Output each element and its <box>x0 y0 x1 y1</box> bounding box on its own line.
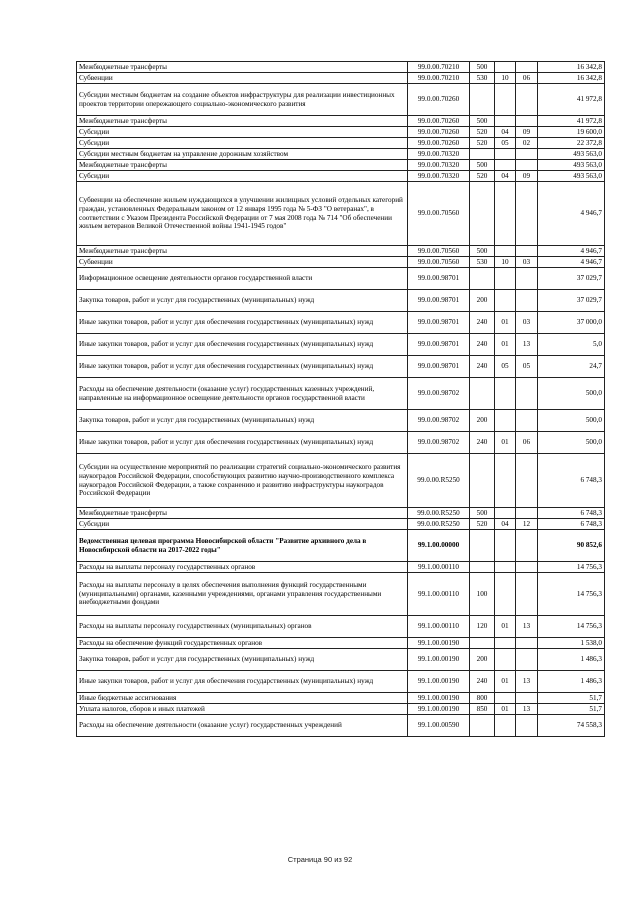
target-article-cell: 99.0.00.70560 <box>408 257 470 268</box>
amount-cell: 6 748,3 <box>538 454 605 508</box>
amount-cell: 19 600,0 <box>538 127 605 138</box>
subsection-cell <box>516 116 538 127</box>
subsection-cell <box>516 573 538 616</box>
expense-name-cell: Расходы на обеспечение деятельности (оказание услуг) государственных учреждений <box>77 715 408 737</box>
table-row <box>77 508 605 519</box>
amount-cell: 4 946,7 <box>538 182 605 246</box>
expense-type-cell: 240 <box>470 432 495 454</box>
subsection-cell: 03 <box>516 312 538 334</box>
section-cell <box>495 149 516 160</box>
section-cell <box>495 715 516 737</box>
page-number: Страница 90 из 92 <box>287 855 353 864</box>
subsection-cell <box>516 410 538 432</box>
section-cell <box>495 508 516 519</box>
table-row <box>77 149 605 160</box>
expense-type-cell <box>470 149 495 160</box>
amount-cell: 14 756,3 <box>538 573 605 616</box>
section-cell: 04 <box>495 519 516 530</box>
target-article-cell: 99.0.00.98701 <box>408 334 470 356</box>
target-article-cell: 99.0.00.70260 <box>408 127 470 138</box>
target-article-cell: 99.0.00.70560 <box>408 246 470 257</box>
section-cell <box>495 693 516 704</box>
subsection-cell <box>516 638 538 649</box>
subsection-cell <box>516 182 538 246</box>
expense-name-cell: Ведомственная целевая программа Новосибирской области "Развитие архивного дела в Новосибирской области на 2017-2022 годы" <box>77 530 408 562</box>
subsection-cell: 13 <box>516 671 538 693</box>
subsection-cell <box>516 508 538 519</box>
expense-name-cell: Субсидии местным бюджетам на управление дорожным хозяйством <box>77 149 408 160</box>
expense-name-cell: Субвенции <box>77 73 408 84</box>
table-row <box>77 671 605 693</box>
subsection-cell: 12 <box>516 519 538 530</box>
table-row <box>77 693 605 704</box>
section-cell: 01 <box>495 432 516 454</box>
amount-cell: 500,0 <box>538 432 605 454</box>
amount-cell: 41 972,8 <box>538 84 605 116</box>
expense-type-cell: 520 <box>470 127 495 138</box>
section-cell <box>495 562 516 573</box>
expense-type-cell: 200 <box>470 410 495 432</box>
section-cell: 01 <box>495 671 516 693</box>
expense-name-cell: Субвенции <box>77 257 408 268</box>
target-article-cell: 99.0.00.98701 <box>408 312 470 334</box>
table-row <box>77 116 605 127</box>
section-cell <box>495 290 516 312</box>
table-row <box>77 171 605 182</box>
amount-cell: 14 756,3 <box>538 616 605 638</box>
expense-name-cell: Субсидии местным бюджетам на создание объектов инфраструктуры для реализации инвестиционных проектов территории опережающего социально-экономического развития <box>77 84 408 116</box>
section-cell <box>495 160 516 171</box>
section-cell <box>495 530 516 562</box>
section-cell <box>495 454 516 508</box>
table-row <box>77 182 605 246</box>
section-cell: 01 <box>495 334 516 356</box>
amount-cell: 74 558,3 <box>538 715 605 737</box>
target-article-cell: 99.0.00.70320 <box>408 160 470 171</box>
target-article-cell: 99.1.00.00110 <box>408 573 470 616</box>
subsection-cell <box>516 149 538 160</box>
table-row <box>77 638 605 649</box>
amount-cell: 500,0 <box>538 410 605 432</box>
expense-name-cell: Межбюджетные трансферты <box>77 116 408 127</box>
table-row <box>77 312 605 334</box>
subsection-cell <box>516 268 538 290</box>
table-row <box>77 454 605 508</box>
expense-type-cell: 530 <box>470 73 495 84</box>
subsection-cell: 06 <box>516 73 538 84</box>
section-cell <box>495 84 516 116</box>
table-row <box>77 410 605 432</box>
table-row <box>77 573 605 616</box>
target-article-cell: 99.1.00.00190 <box>408 638 470 649</box>
expense-name-cell: Иные закупки товаров, работ и услуг для обеспечения государственных (муниципальных) нужд <box>77 671 408 693</box>
subsection-cell: 05 <box>516 356 538 378</box>
amount-cell: 1 486,3 <box>538 671 605 693</box>
amount-cell: 16 342,8 <box>538 62 605 73</box>
amount-cell: 5,0 <box>538 334 605 356</box>
table-row <box>77 257 605 268</box>
table-row <box>77 334 605 356</box>
table-row <box>77 432 605 454</box>
subsection-cell <box>516 84 538 116</box>
section-cell <box>495 573 516 616</box>
target-article-cell: 99.1.00.00110 <box>408 616 470 638</box>
expense-type-cell <box>470 454 495 508</box>
expense-name-cell: Субсидии <box>77 138 408 149</box>
amount-cell: 500,0 <box>538 378 605 410</box>
subsection-cell <box>516 454 538 508</box>
table-row <box>77 268 605 290</box>
section-cell <box>495 62 516 73</box>
expense-type-cell: 120 <box>470 616 495 638</box>
amount-cell: 16 342,8 <box>538 73 605 84</box>
expense-type-cell: 240 <box>470 356 495 378</box>
amount-cell: 37 029,7 <box>538 268 605 290</box>
section-cell: 10 <box>495 73 516 84</box>
expense-name-cell: Межбюджетные трансферты <box>77 62 408 73</box>
section-cell <box>495 116 516 127</box>
section-cell <box>495 246 516 257</box>
target-article-cell: 99.0.00.98701 <box>408 290 470 312</box>
target-article-cell: 99.0.00.98701 <box>408 268 470 290</box>
section-cell <box>495 182 516 246</box>
section-cell <box>495 638 516 649</box>
amount-cell: 493 563,0 <box>538 160 605 171</box>
subsection-cell <box>516 693 538 704</box>
expense-type-cell <box>470 638 495 649</box>
table-row <box>77 160 605 171</box>
amount-cell: 51,7 <box>538 704 605 715</box>
target-article-cell: 99.0.00.70320 <box>408 149 470 160</box>
target-article-cell: 99.0.00.70260 <box>408 116 470 127</box>
target-article-cell: 99.0.00.98702 <box>408 378 470 410</box>
expense-type-cell: 850 <box>470 704 495 715</box>
amount-cell: 24,7 <box>538 356 605 378</box>
expense-type-cell: 520 <box>470 138 495 149</box>
section-cell: 04 <box>495 171 516 182</box>
target-article-cell: 99.0.00.70210 <box>408 73 470 84</box>
subsection-cell: 13 <box>516 704 538 715</box>
amount-cell: 90 852,6 <box>538 530 605 562</box>
target-article-cell: 99.0.00.98701 <box>408 356 470 378</box>
expense-type-cell: 500 <box>470 62 495 73</box>
amount-cell: 37 029,7 <box>538 290 605 312</box>
section-cell: 01 <box>495 312 516 334</box>
target-article-cell: 99.0.00.R5250 <box>408 519 470 530</box>
expense-name-cell: Уплата налогов, сборов и иных платежей <box>77 704 408 715</box>
expense-name-cell: Закупка товаров, работ и услуг для государственных (муниципальных) нужд <box>77 410 408 432</box>
table-row <box>77 715 605 737</box>
expense-name-cell: Иные закупки товаров, работ и услуг для обеспечения государственных (муниципальных) нужд <box>77 356 408 378</box>
amount-cell: 6 748,3 <box>538 519 605 530</box>
amount-cell: 493 563,0 <box>538 149 605 160</box>
target-article-cell: 99.0.00.R5250 <box>408 454 470 508</box>
expense-type-cell <box>470 530 495 562</box>
section-cell: 01 <box>495 616 516 638</box>
subsection-cell: 13 <box>516 616 538 638</box>
amount-cell: 493 563,0 <box>538 171 605 182</box>
budget-table <box>76 61 605 737</box>
expense-type-cell <box>470 182 495 246</box>
table-row <box>77 649 605 671</box>
expense-name-cell: Иные закупки товаров, работ и услуг для обеспечения государственных (муниципальных) нужд <box>77 312 408 334</box>
expense-type-cell <box>470 562 495 573</box>
section-cell <box>495 268 516 290</box>
expense-name-cell: Иные закупки товаров, работ и услуг для обеспечения государственных (муниципальных) нужд <box>77 432 408 454</box>
table-row <box>77 73 605 84</box>
section-cell: 01 <box>495 704 516 715</box>
expense-name-cell: Расходы на обеспечение деятельности (оказание услуг) государственных казенных учреждений, направленные на информационное освещение деятельности органов государственной власти <box>77 378 408 410</box>
table-row <box>77 62 605 73</box>
table-row <box>77 562 605 573</box>
subsection-cell <box>516 290 538 312</box>
target-article-cell: 99.0.00.70260 <box>408 138 470 149</box>
expense-type-cell <box>470 715 495 737</box>
table-row <box>77 356 605 378</box>
expense-name-cell: Субсидии <box>77 127 408 138</box>
table-row <box>77 616 605 638</box>
table-row <box>77 127 605 138</box>
target-article-cell: 99.0.00.70260 <box>408 84 470 116</box>
section-cell <box>495 649 516 671</box>
expense-name-cell: Субсидии <box>77 171 408 182</box>
table-row <box>77 138 605 149</box>
table-row <box>77 246 605 257</box>
target-article-cell: 99.1.00.00190 <box>408 704 470 715</box>
expense-type-cell <box>470 268 495 290</box>
table-row <box>77 290 605 312</box>
target-article-cell: 99.1.00.00190 <box>408 649 470 671</box>
target-article-cell: 99.1.00.00190 <box>408 693 470 704</box>
target-article-cell: 99.0.00.98702 <box>408 432 470 454</box>
subsection-cell <box>516 562 538 573</box>
expense-type-cell: 240 <box>470 671 495 693</box>
subsection-cell: 03 <box>516 257 538 268</box>
table-row <box>77 530 605 562</box>
expense-name-cell: Межбюджетные трансферты <box>77 160 408 171</box>
expense-name-cell: Расходы на выплаты персоналу государственных (муниципальных) органов <box>77 616 408 638</box>
amount-cell: 4 946,7 <box>538 246 605 257</box>
subsection-cell: 09 <box>516 127 538 138</box>
expense-name-cell: Расходы на обеспечение функций государственных органов <box>77 638 408 649</box>
section-cell: 05 <box>495 356 516 378</box>
expense-type-cell: 200 <box>470 649 495 671</box>
expense-type-cell: 240 <box>470 334 495 356</box>
amount-cell: 4 946,7 <box>538 257 605 268</box>
section-cell: 04 <box>495 127 516 138</box>
subsection-cell: 06 <box>516 432 538 454</box>
target-article-cell: 99.0.00.70210 <box>408 62 470 73</box>
expense-type-cell: 500 <box>470 246 495 257</box>
expense-name-cell: Закупка товаров, работ и услуг для государственных (муниципальных) нужд <box>77 649 408 671</box>
expense-name-cell: Межбюджетные трансферты <box>77 246 408 257</box>
budget-table-body <box>77 62 605 737</box>
target-article-cell: 99.0.00.98702 <box>408 410 470 432</box>
target-article-cell: 99.1.00.00190 <box>408 671 470 693</box>
subsection-cell: 13 <box>516 334 538 356</box>
subsection-cell <box>516 378 538 410</box>
subsection-cell <box>516 62 538 73</box>
subsection-cell <box>516 160 538 171</box>
subsection-cell: 02 <box>516 138 538 149</box>
expense-type-cell: 240 <box>470 312 495 334</box>
section-cell <box>495 378 516 410</box>
amount-cell: 41 972,8 <box>538 116 605 127</box>
expense-type-cell: 530 <box>470 257 495 268</box>
expense-name-cell: Субвенции на обеспечение жильем нуждающихся в улучшении жилищных условий отдельных категорий граждан, установленных Федеральным законом от 12 января 1995 года № 5-ФЗ "О ветеранах", в соответствии с Указом Президента Российской Федерации от 7 мая 2008 года № 714 "Об обеспечении жильем ветеранов Великой Отечественной войны 1941-1945 годов" <box>77 182 408 246</box>
subsection-cell <box>516 246 538 257</box>
subsection-cell <box>516 530 538 562</box>
expense-name-cell: Межбюджетные трансферты <box>77 508 408 519</box>
subsection-cell <box>516 649 538 671</box>
target-article-cell: 99.1.00.00110 <box>408 562 470 573</box>
expense-type-cell: 200 <box>470 290 495 312</box>
amount-cell: 37 000,0 <box>538 312 605 334</box>
expense-type-cell: 520 <box>470 519 495 530</box>
expense-name-cell: Расходы на выплаты персоналу в целях обеспечения выполнения функций государственными (муниципальными) органами, казенными учреждениями, органами управления государственными внебюджетными фондами <box>77 573 408 616</box>
subsection-cell <box>516 715 538 737</box>
target-article-cell: 99.0.00.R5250 <box>408 508 470 519</box>
expense-name-cell: Субсидии на осуществление мероприятий по реализации стратегий социально-экономического развития наукоградов Российской Федерации, способствующих развитию научно-производственного комплекса наукоградов Российской Федерации, а также сохранению и развитию инфраструктуры наукоградов Российской Федерации <box>77 454 408 508</box>
section-cell <box>495 410 516 432</box>
expense-type-cell: 500 <box>470 116 495 127</box>
amount-cell: 1 486,3 <box>538 649 605 671</box>
target-article-cell: 99.1.00.00590 <box>408 715 470 737</box>
section-cell: 05 <box>495 138 516 149</box>
target-article-cell: 99.1.00.00000 <box>408 530 470 562</box>
expense-type-cell <box>470 378 495 410</box>
amount-cell: 51,7 <box>538 693 605 704</box>
table-row <box>77 704 605 715</box>
target-article-cell: 99.0.00.70320 <box>408 171 470 182</box>
expense-name-cell: Информационное освещение деятельности органов государственной власти <box>77 268 408 290</box>
amount-cell: 22 372,8 <box>538 138 605 149</box>
table-row <box>77 519 605 530</box>
expense-type-cell <box>470 84 495 116</box>
expense-name-cell: Иные бюджетные ассигнования <box>77 693 408 704</box>
table-row <box>77 378 605 410</box>
expense-name-cell: Расходы на выплаты персоналу государственных органов <box>77 562 408 573</box>
amount-cell: 6 748,3 <box>538 508 605 519</box>
table-row <box>77 84 605 116</box>
expense-name-cell: Субсидии <box>77 519 408 530</box>
target-article-cell: 99.0.00.70560 <box>408 182 470 246</box>
expense-type-cell: 520 <box>470 171 495 182</box>
expense-type-cell: 100 <box>470 573 495 616</box>
section-cell: 10 <box>495 257 516 268</box>
expense-name-cell: Иные закупки товаров, работ и услуг для обеспечения государственных (муниципальных) нужд <box>77 334 408 356</box>
expense-name-cell: Закупка товаров, работ и услуг для государственных (муниципальных) нужд <box>77 290 408 312</box>
expense-type-cell: 500 <box>470 160 495 171</box>
expense-type-cell: 800 <box>470 693 495 704</box>
subsection-cell: 09 <box>516 171 538 182</box>
amount-cell: 1 538,0 <box>538 638 605 649</box>
amount-cell: 14 756,3 <box>538 562 605 573</box>
expense-type-cell: 500 <box>470 508 495 519</box>
